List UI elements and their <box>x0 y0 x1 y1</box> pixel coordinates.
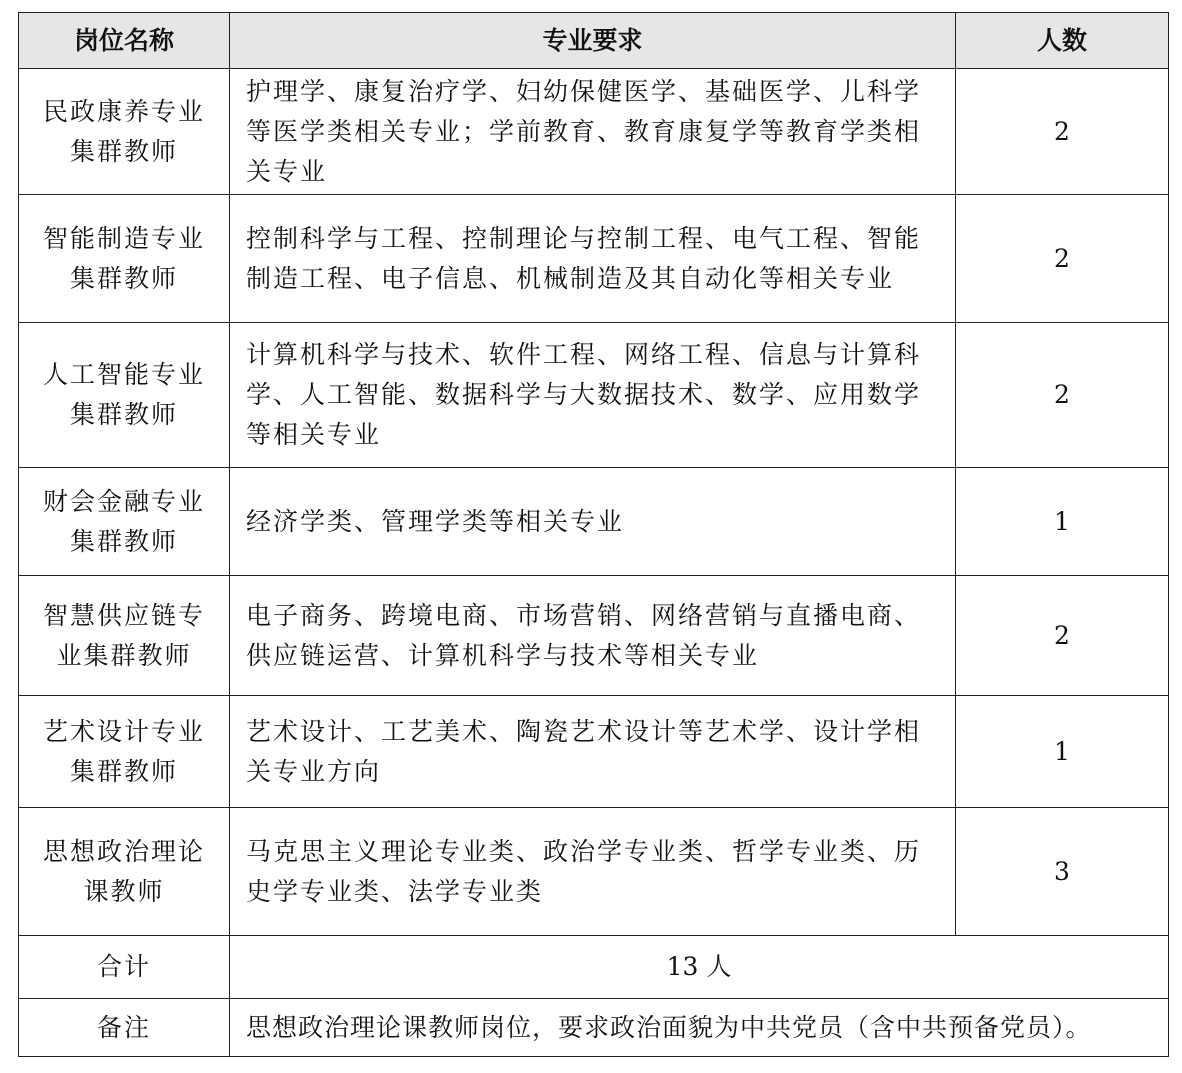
major-requirements: 控制科学与工程、控制理论与控制工程、电气工程、智能制造工程、电子信息、机械制造及其自动化等相关专业 <box>230 195 956 323</box>
table-row <box>19 808 1169 936</box>
table-row <box>19 323 1169 468</box>
header-position: 岗位名称 <box>19 13 230 69</box>
total-label: 合计 <box>19 936 230 999</box>
position-name: 智慧供应链专业集群教师 <box>19 576 230 696</box>
headcount: 2 <box>956 323 1169 468</box>
table-row <box>19 468 1169 576</box>
table-header-row <box>19 13 1169 69</box>
major-requirements: 电子商务、跨境电商、市场营销、网络营销与直播电商、供应链运营、计算机科学与技术等相关专业 <box>230 576 956 696</box>
headcount: 1 <box>956 696 1169 808</box>
table-row <box>19 195 1169 323</box>
position-name: 财会金融专业集群教师 <box>19 468 230 576</box>
recruitment-table <box>18 12 1169 1057</box>
headcount: 2 <box>956 195 1169 323</box>
major-requirements: 经济学类、管理学类等相关专业 <box>230 468 956 576</box>
note-row <box>19 999 1169 1057</box>
header-majors: 专业要求 <box>230 13 956 69</box>
headcount: 1 <box>956 468 1169 576</box>
headcount: 2 <box>956 576 1169 696</box>
major-requirements: 艺术设计、工艺美术、陶瓷艺术设计等艺术学、设计学相关专业方向 <box>230 696 956 808</box>
header-count: 人数 <box>956 13 1169 69</box>
position-name: 智能制造专业集群教师 <box>19 195 230 323</box>
position-name: 民政康养专业集群教师 <box>19 69 230 195</box>
headcount: 3 <box>956 808 1169 936</box>
major-requirements: 护理学、康复治疗学、妇幼保健医学、基础医学、儿科学等医学类相关专业；学前教育、教育康复学等教育学类相关专业 <box>230 69 956 195</box>
note-text: 思想政治理论课教师岗位，要求政治面貌为中共党员（含中共预备党员）。 <box>230 999 1169 1057</box>
table-row <box>19 69 1169 195</box>
total-row <box>19 936 1169 999</box>
major-requirements: 计算机科学与技术、软件工程、网络工程、信息与计算科学、人工智能、数据科学与大数据技术、数学、应用数学等相关专业 <box>230 323 956 468</box>
position-name: 人工智能专业集群教师 <box>19 323 230 468</box>
major-requirements: 马克思主义理论专业类、政治学专业类、哲学专业类、历史学专业类、法学专业类 <box>230 808 956 936</box>
note-label: 备注 <box>19 999 230 1057</box>
table-row <box>19 696 1169 808</box>
total-value: 13 人 <box>230 936 1169 999</box>
position-name: 思想政治理论课教师 <box>19 808 230 936</box>
table-row <box>19 576 1169 696</box>
headcount: 2 <box>956 69 1169 195</box>
position-name: 艺术设计专业集群教师 <box>19 696 230 808</box>
